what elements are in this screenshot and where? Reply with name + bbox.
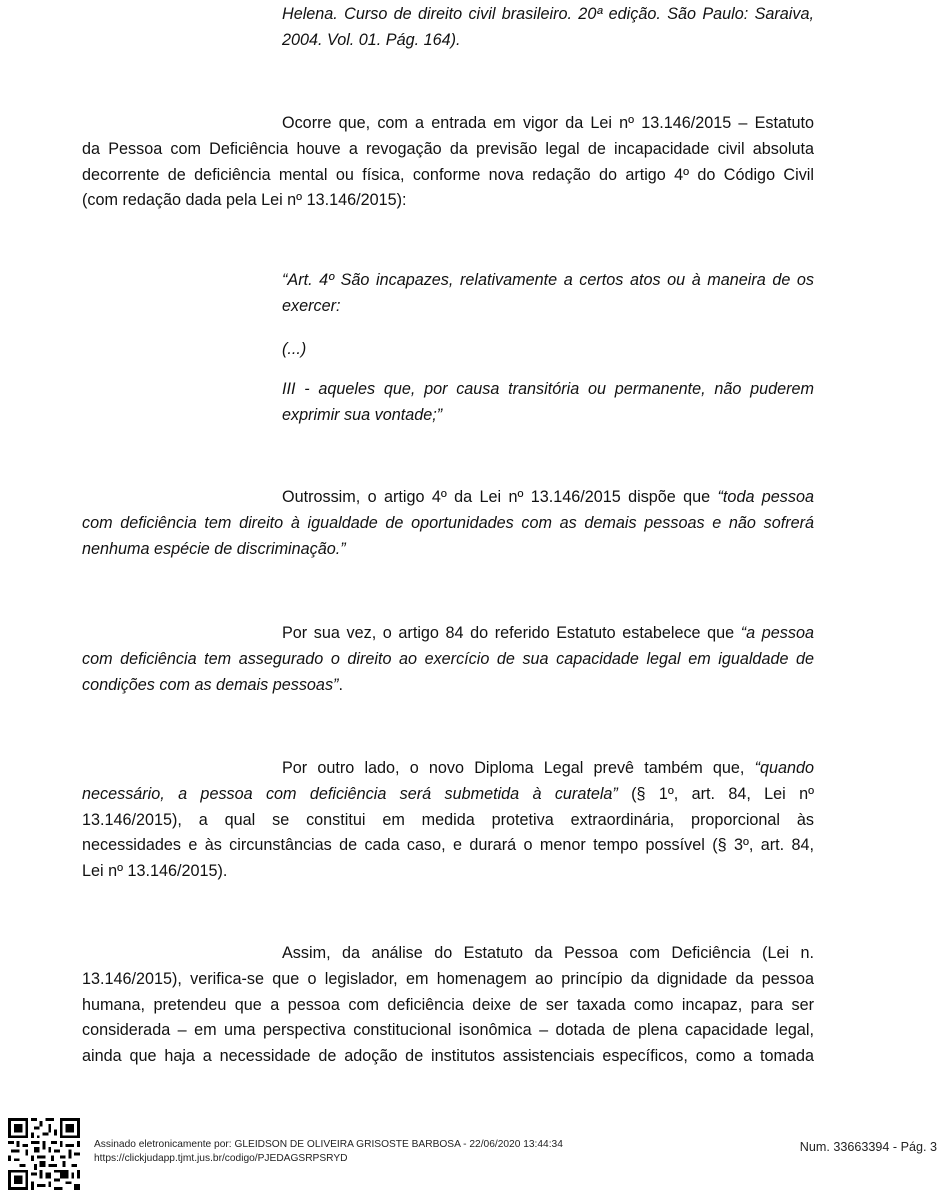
text-line: Assim, da análise do Estatuto da Pessoa com Deficiência (Lei n. <box>282 944 814 962</box>
quote-art4 <box>282 268 814 320</box>
text-line: Ocorre que, com a entrada em vigor da Lei nº 13.146/2015 – Estatuto <box>282 114 814 132</box>
text-line: decorrente de deficiência mental ou física, conforme nova redação do artigo 4º do Código Civil <box>82 165 814 184</box>
text-line: III - aqueles que, por causa transitória ou permanente, não puderem <box>282 380 814 398</box>
text-line: exercer: <box>282 296 341 315</box>
page-number: Num. 33663394 - Pág. 3 <box>799 1140 937 1154</box>
signature-line: Assinado eletronicamente por: GLEIDSON DE OLIVEIRA GRISOSTE BARBOSA - 22/06/2020 13:44:34 <box>94 1139 563 1150</box>
text-line: Helena. Curso de direito civil brasileiro. 20ª edição. São Paulo: Saraiva, <box>282 5 814 23</box>
text-line: condições com as demais pessoas”. <box>82 675 343 694</box>
text-line: 13.146/2015), verifica-se que o legislador, em homenagem ao princípio da dignidade da pessoa <box>82 969 814 988</box>
qr-code-icon <box>8 1118 80 1190</box>
text-line: com deficiência tem assegurado o direito ao exercício de sua capacidade legal em igualdade de <box>82 649 814 668</box>
text-line: nenhuma espécie de discriminação.” <box>82 539 346 558</box>
text-line: da Pessoa com Deficiência houve a revogação da previsão legal de incapacidade civil absoluta <box>82 139 814 158</box>
text-line: necessário, a pessoa com deficiência será submetida à curatela” (§ 1º, art. 84, Lei nº <box>82 784 815 803</box>
paragraph-artigo4 <box>82 485 814 562</box>
text-line: Por sua vez, o artigo 84 do referido Estatuto estabelece que “a pessoa <box>282 624 814 642</box>
paragraph-revogacao <box>82 111 814 214</box>
quote-item-iii <box>282 377 814 429</box>
text-line: necessidades e às circunstâncias de cada caso, e durará o menor tempo possível (§ 3º, art. 84, <box>82 836 814 855</box>
text-line: exprimir sua vontade;” <box>282 405 443 424</box>
page-footer <box>0 1114 946 1200</box>
text-line: 13.146/2015), a qual se constitui em medida protetiva extraordinária, proporcional às <box>82 810 814 829</box>
text-line: “Art. 4º São incapazes, relativamente a certos atos ou à maneira de os <box>282 271 814 289</box>
validation-url[interactable]: https://clickjudapp.tjmt.jus.br/codigo/PJEDAGSRPSRYD <box>94 1153 348 1164</box>
text-line: 2004. Vol. 01. Pág. 164). <box>282 30 461 49</box>
text-line: ainda que haja a necessidade de adoção de institutos assistenciais específicos, como a tomada <box>82 1047 814 1066</box>
text-line: Outrossim, o artigo 4º da Lei nº 13.146/2015 dispõe que “toda pessoa <box>282 488 815 506</box>
paragraph-curatela <box>82 756 814 885</box>
text-line: (...) <box>282 340 307 358</box>
text-line: com deficiência tem direito à igualdade de oportunidades com as demais pessoas e não sofrerá <box>82 513 814 532</box>
text-line: Lei nº 13.146/2015). <box>82 862 228 881</box>
text-line: (com redação dada pela Lei nº 13.146/2015): <box>82 191 407 210</box>
quote-ellipsis <box>282 337 814 363</box>
signature-info <box>94 1138 563 1166</box>
paragraph-artigo84 <box>82 621 814 698</box>
citation-continuation <box>282 2 814 54</box>
text-line: considerada – em uma perspectiva constitucional isonômica – dotada de plena capacidade legal, <box>82 1021 814 1040</box>
text-line: Por outro lado, o novo Diploma Legal prevê também que, “quando <box>282 759 814 777</box>
paragraph-estatuto <box>82 941 814 1070</box>
text-line: humana, pretendeu que a pessoa com deficiência deixe de ser taxada como incapaz, para ser <box>82 995 814 1014</box>
